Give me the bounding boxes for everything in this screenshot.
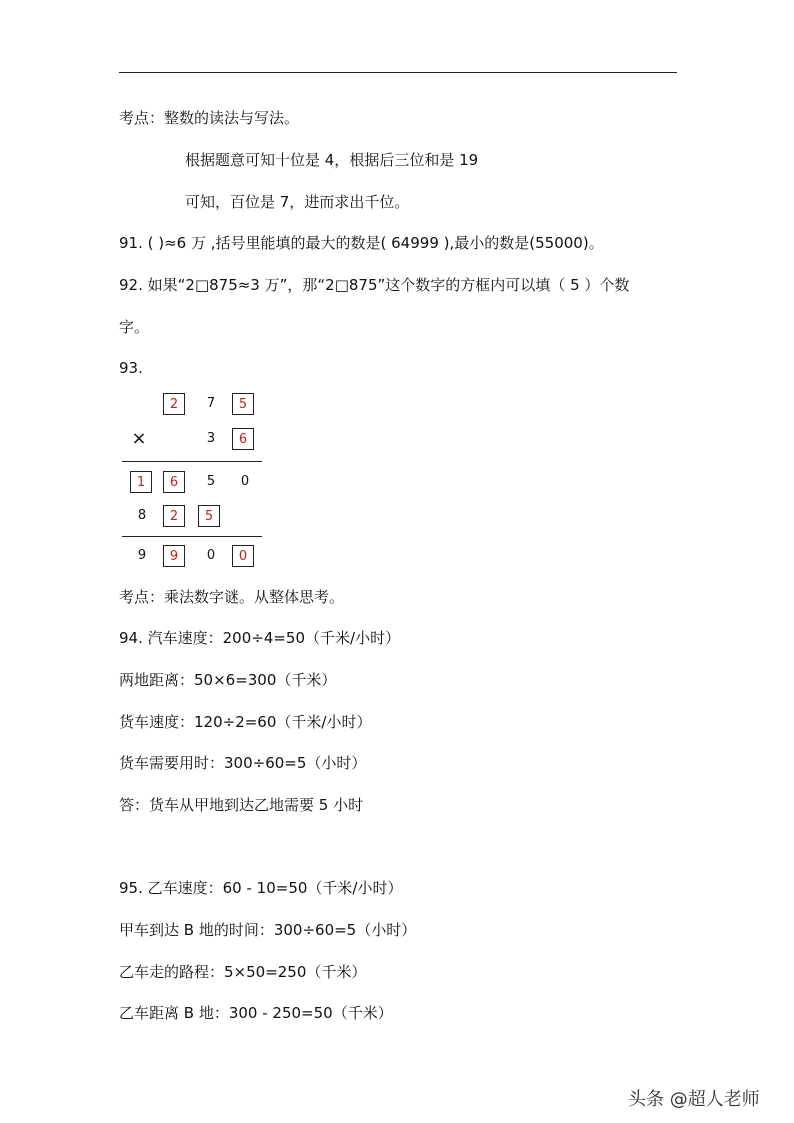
q92-answer: 5 xyxy=(570,276,580,294)
q94-line-1: 94. 汽车速度：200÷4=50（千米/小时） xyxy=(119,629,401,647)
explanation-line-1: 根据题意可知十位是 4，根据后三位和是 19 xyxy=(185,151,479,169)
q91-text-b: ),最小的数是( xyxy=(438,234,536,252)
q95-line-2: 甲车到达 B 地的时间：300÷60=5（小时） xyxy=(119,921,417,939)
kaodian-multiplication-puzzle: 考点：乘法数字谜。从整体思考。 xyxy=(119,588,345,606)
puzzle-digit: 9 xyxy=(137,548,147,563)
puzzle-box: 5 xyxy=(198,505,220,527)
watermark: 头条 @超人老师 xyxy=(628,1089,760,1110)
explanation-line-2: 可知，百位是 7，进而求出千位。 xyxy=(185,193,410,211)
puzzle-box: 2 xyxy=(163,505,185,527)
puzzle-digit: 3 xyxy=(206,431,216,446)
q92-text-a: 92. 如果“2□875≈3 万”，那“2□875”这个数字的方框内可以填（ xyxy=(119,276,571,294)
q94-answer: 答：货车从甲地到达乙地需要 5 小时 xyxy=(119,796,364,814)
puzzle-digit: 7 xyxy=(206,396,216,411)
puzzle-box: 5 xyxy=(232,393,254,415)
times-sign: × xyxy=(131,428,147,449)
q95-line-3: 乙车走的路程：5×50=250（千米） xyxy=(119,963,367,981)
puzzle-box: 6 xyxy=(163,471,185,493)
q91-answer-min: 55000 xyxy=(535,234,583,252)
q92-text-b: ）个数 xyxy=(579,276,630,294)
q94-line-4: 货车需要用时：300÷60=5（小时） xyxy=(119,754,367,772)
puzzle-box: 6 xyxy=(232,428,254,450)
question-91 xyxy=(119,233,604,253)
puzzle-box: 9 xyxy=(163,545,185,567)
question-92 xyxy=(119,275,629,295)
header-rule xyxy=(119,72,677,73)
q95-line-4: 乙车距离 B 地：300 - 250=50（千米） xyxy=(119,1004,393,1022)
puzzle-divider-2 xyxy=(122,536,262,537)
puzzle-box: 1 xyxy=(130,471,152,493)
q91-text-c: )。 xyxy=(582,234,604,252)
q91-text-a: 91. ( )≈6 万 ,括号里能填的最大的数是( xyxy=(119,234,392,252)
question-93-label: 93. xyxy=(119,359,143,377)
puzzle-box: 0 xyxy=(232,545,254,567)
puzzle-digit: 5 xyxy=(206,474,216,489)
puzzle-divider-1 xyxy=(122,461,262,462)
q94-line-2: 两地距离：50×6=300（千米） xyxy=(119,671,337,689)
puzzle-digit: 0 xyxy=(240,474,250,489)
kaodian-integer-reading: 考点：整数的读法与写法。 xyxy=(119,109,300,127)
question-92-continued: 字。 xyxy=(119,318,150,336)
puzzle-digit: 0 xyxy=(206,548,216,563)
multiplication-puzzle xyxy=(119,388,269,578)
q95-line-1: 95. 乙车速度：60 - 10=50（千米/小时） xyxy=(119,879,403,897)
q94-line-3: 货车速度：120÷2=60（千米/小时） xyxy=(119,713,372,731)
puzzle-box: 2 xyxy=(163,393,185,415)
q91-answer-max: 64999 xyxy=(391,234,439,252)
puzzle-digit: 8 xyxy=(137,508,147,523)
